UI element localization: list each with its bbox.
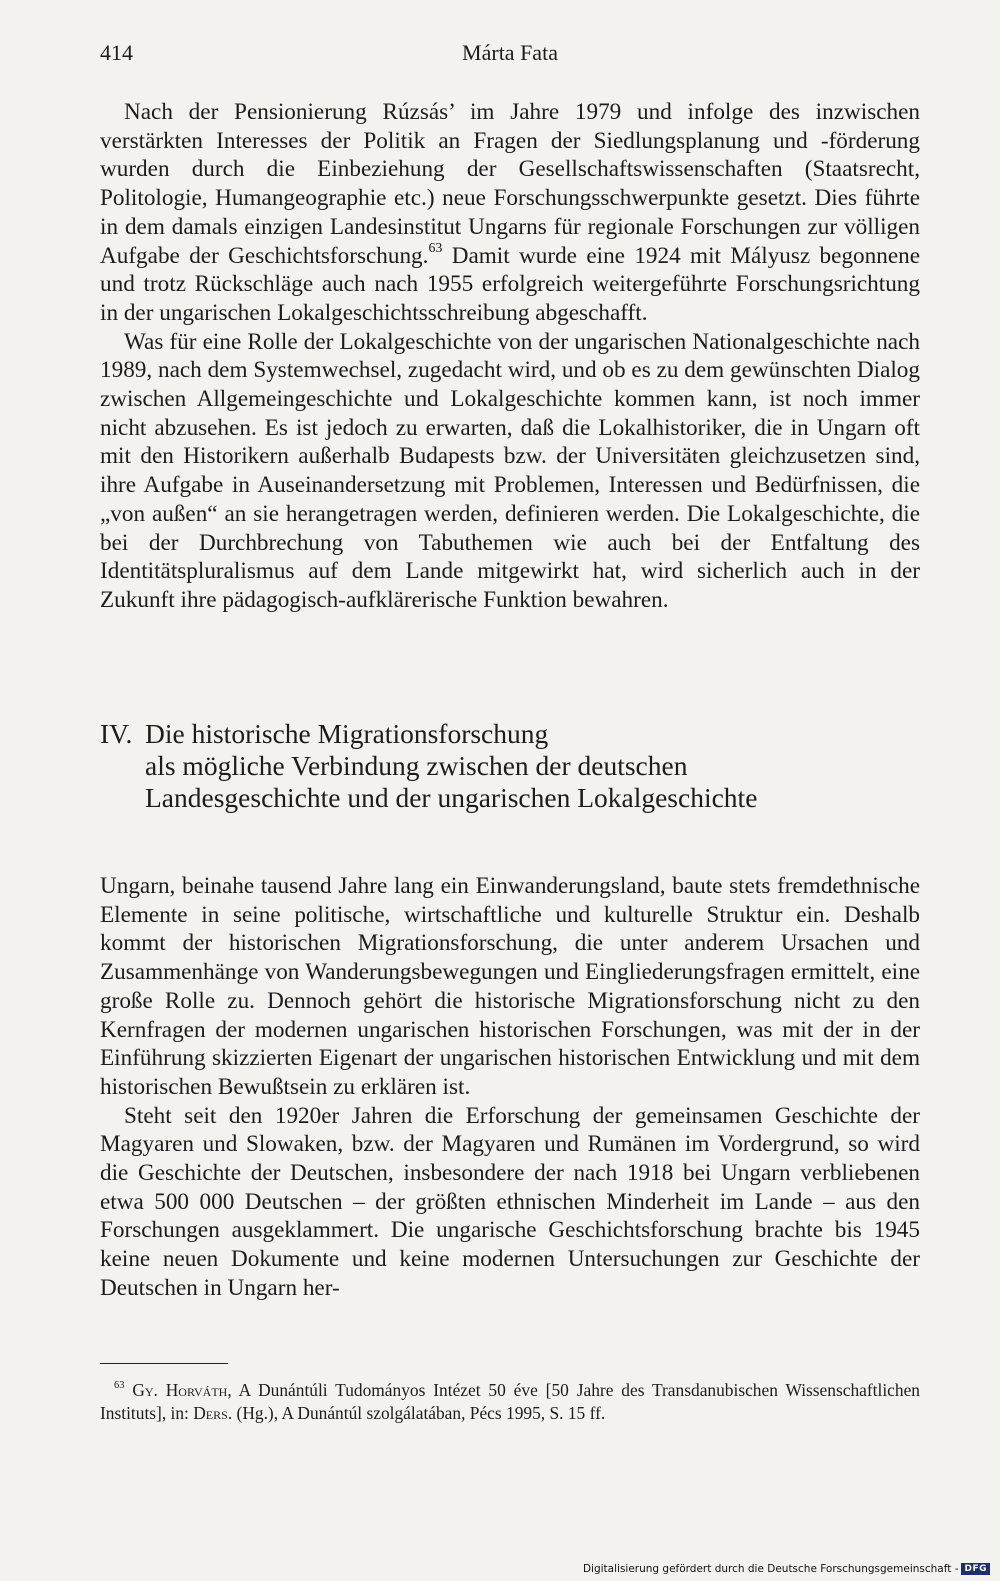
footnote-63: $^{63}$ Gy. Horváth, A Dunántúli Tudományos Intézet 50 éve [50 Jahre des Transdanubischen Wissenschaftlichen Instituts], in: Ders. (Hg.), A Dunántúl szolgálatában, Pécs 1995, S. 15 ff. — [100, 1380, 920, 1423]
body-text-section-2 — [100, 872, 920, 1303]
footnote-author: Gy. Horváth — [132, 1380, 228, 1400]
paragraph: Ungarn, beinahe tausend Jahre lang ein Einwanderungsland, baute stets fremdethnische Elemente in seine politische, wirtschaftliche und kulturelle Struktur ein. Deshalb kommt der historischen Migrationsforschung, die unter anderem Ursachen und Zusammenhänge von Wanderungsbewegungen und Eingliederungsfragen ermittelt, eine große Rolle zu. Dennoch gehört die historische Migrationsforschung nicht zu den Kernfragen der modernen ungarischen historischen Forschungen, was mit der in der Einführung skizzierten Eigenart der ungarischen historischen Entwicklung und mit dem historischen Bewußtsein zu erklären ist. — [100, 873, 920, 1100]
footnote-reference[interactable]: 63 — [428, 241, 443, 257]
dfg-logo-icon: DFG — [961, 1563, 990, 1575]
paragraph: Was für eine Rolle der Lokalgeschichte von der ungarischen Nationalgeschichte nach 1989, nach dem Systemwechsel, zugedacht wird, und ob es zu dem gewünschten Dialog zwischen Allgemeingeschichte und Lokalgeschichte kommen kann, ist noch immer nicht abzusehen. Es ist jedoch zu erwarten, daß die Lokalhistoriker, die in Ungarn oft mit den Historikern außerhalb Budapests bzw. der Universitäten gleichzusetzen sind, ihre Aufgabe in Auseinandersetzung mit Problemen, Interessen und Bedürfnissen, die „von außen“ an sie herangetragen werden, definieren werden. Die Lokalgeschichte, die bei der Durchbrechung von Tabuthemen wie auch bei der Entfaltung des Identitätspluralismus auf dem Lande mitgewirkt hat, wird sicherlich auch in der Zukunft ihre pädagogisch-aufklärerische Funktion bewahren. — [100, 328, 920, 613]
heading-line-3: Landesgeschichte und der ungarischen Lokalgeschichte — [145, 782, 758, 813]
digitization-credit-text: Digitalisierung gefördert durch die Deutsche Forschungsgemeinschaft - — [582, 1563, 959, 1575]
footnote-divider — [100, 1363, 228, 1364]
section-number: IV. — [100, 718, 133, 749]
running-head-author: Márta Fata — [462, 40, 558, 65]
heading-line-2: als mögliche Verbindung zwischen der deutschen — [145, 750, 688, 781]
digitization-credit — [583, 1563, 990, 1575]
paragraph: Steht seit den 1920er Jahren die Erforschung der gemeinsamen Geschichte der Magyaren und Slowaken, bzw. der Magyaren und Rumänen im Vordergrund, so wird die Geschichte der Deutschen, insbesondere der nach 1918 bei Ungarn verbliebenen etwa 500 000 Deutschen – der größten ethnischen Minderheit im Lande – aus den Forschungen ausgeklammert. Die ungarische Geschichtsforschung brachte bis 1945 keine neuen Dokumente und keine modernen Untersuchungen zur Geschichte der Deutschen in Ungarn her- — [100, 1102, 920, 1301]
heading-line-1: IV. Die historische Migrationsforschung — [100, 718, 549, 749]
footnotes — [100, 1379, 920, 1424]
page-number: 414 — [100, 40, 133, 65]
footnote-marker: 63 — [114, 1380, 125, 1392]
body-text-section-1 — [100, 98, 920, 615]
page-header — [100, 40, 920, 74]
footnote-ders: Ders — [193, 1402, 228, 1423]
paragraph: Nach der Pensionierung Rúzsás’ im Jahre 1979 und infolge des inzwischen verstärkten Interesses der Politik an Fragen der Siedlungsplanung und -förderung wurden durch die Einbeziehung der Gesellschaftswissenschaften (Staatsrecht, Politologie, Humangeographie etc.) neue Forschungsschwerpunkte gesetzt. Dies führte in dem damals einzigen Landesinstitut Ungarns für regionale Forschungen zur völligen Aufgabe der Geschichtsforschung.$^{63}$ Damit wurde eine 1924 mit Mályusz begonnene und trotz Rückschläge auch nach 1955 erfolgreich weitergeführte Forschungsrichtung in der ungarischen Lokalgeschichtsschreibung abgeschafft. — [100, 99, 920, 326]
section-heading — [100, 718, 920, 814]
